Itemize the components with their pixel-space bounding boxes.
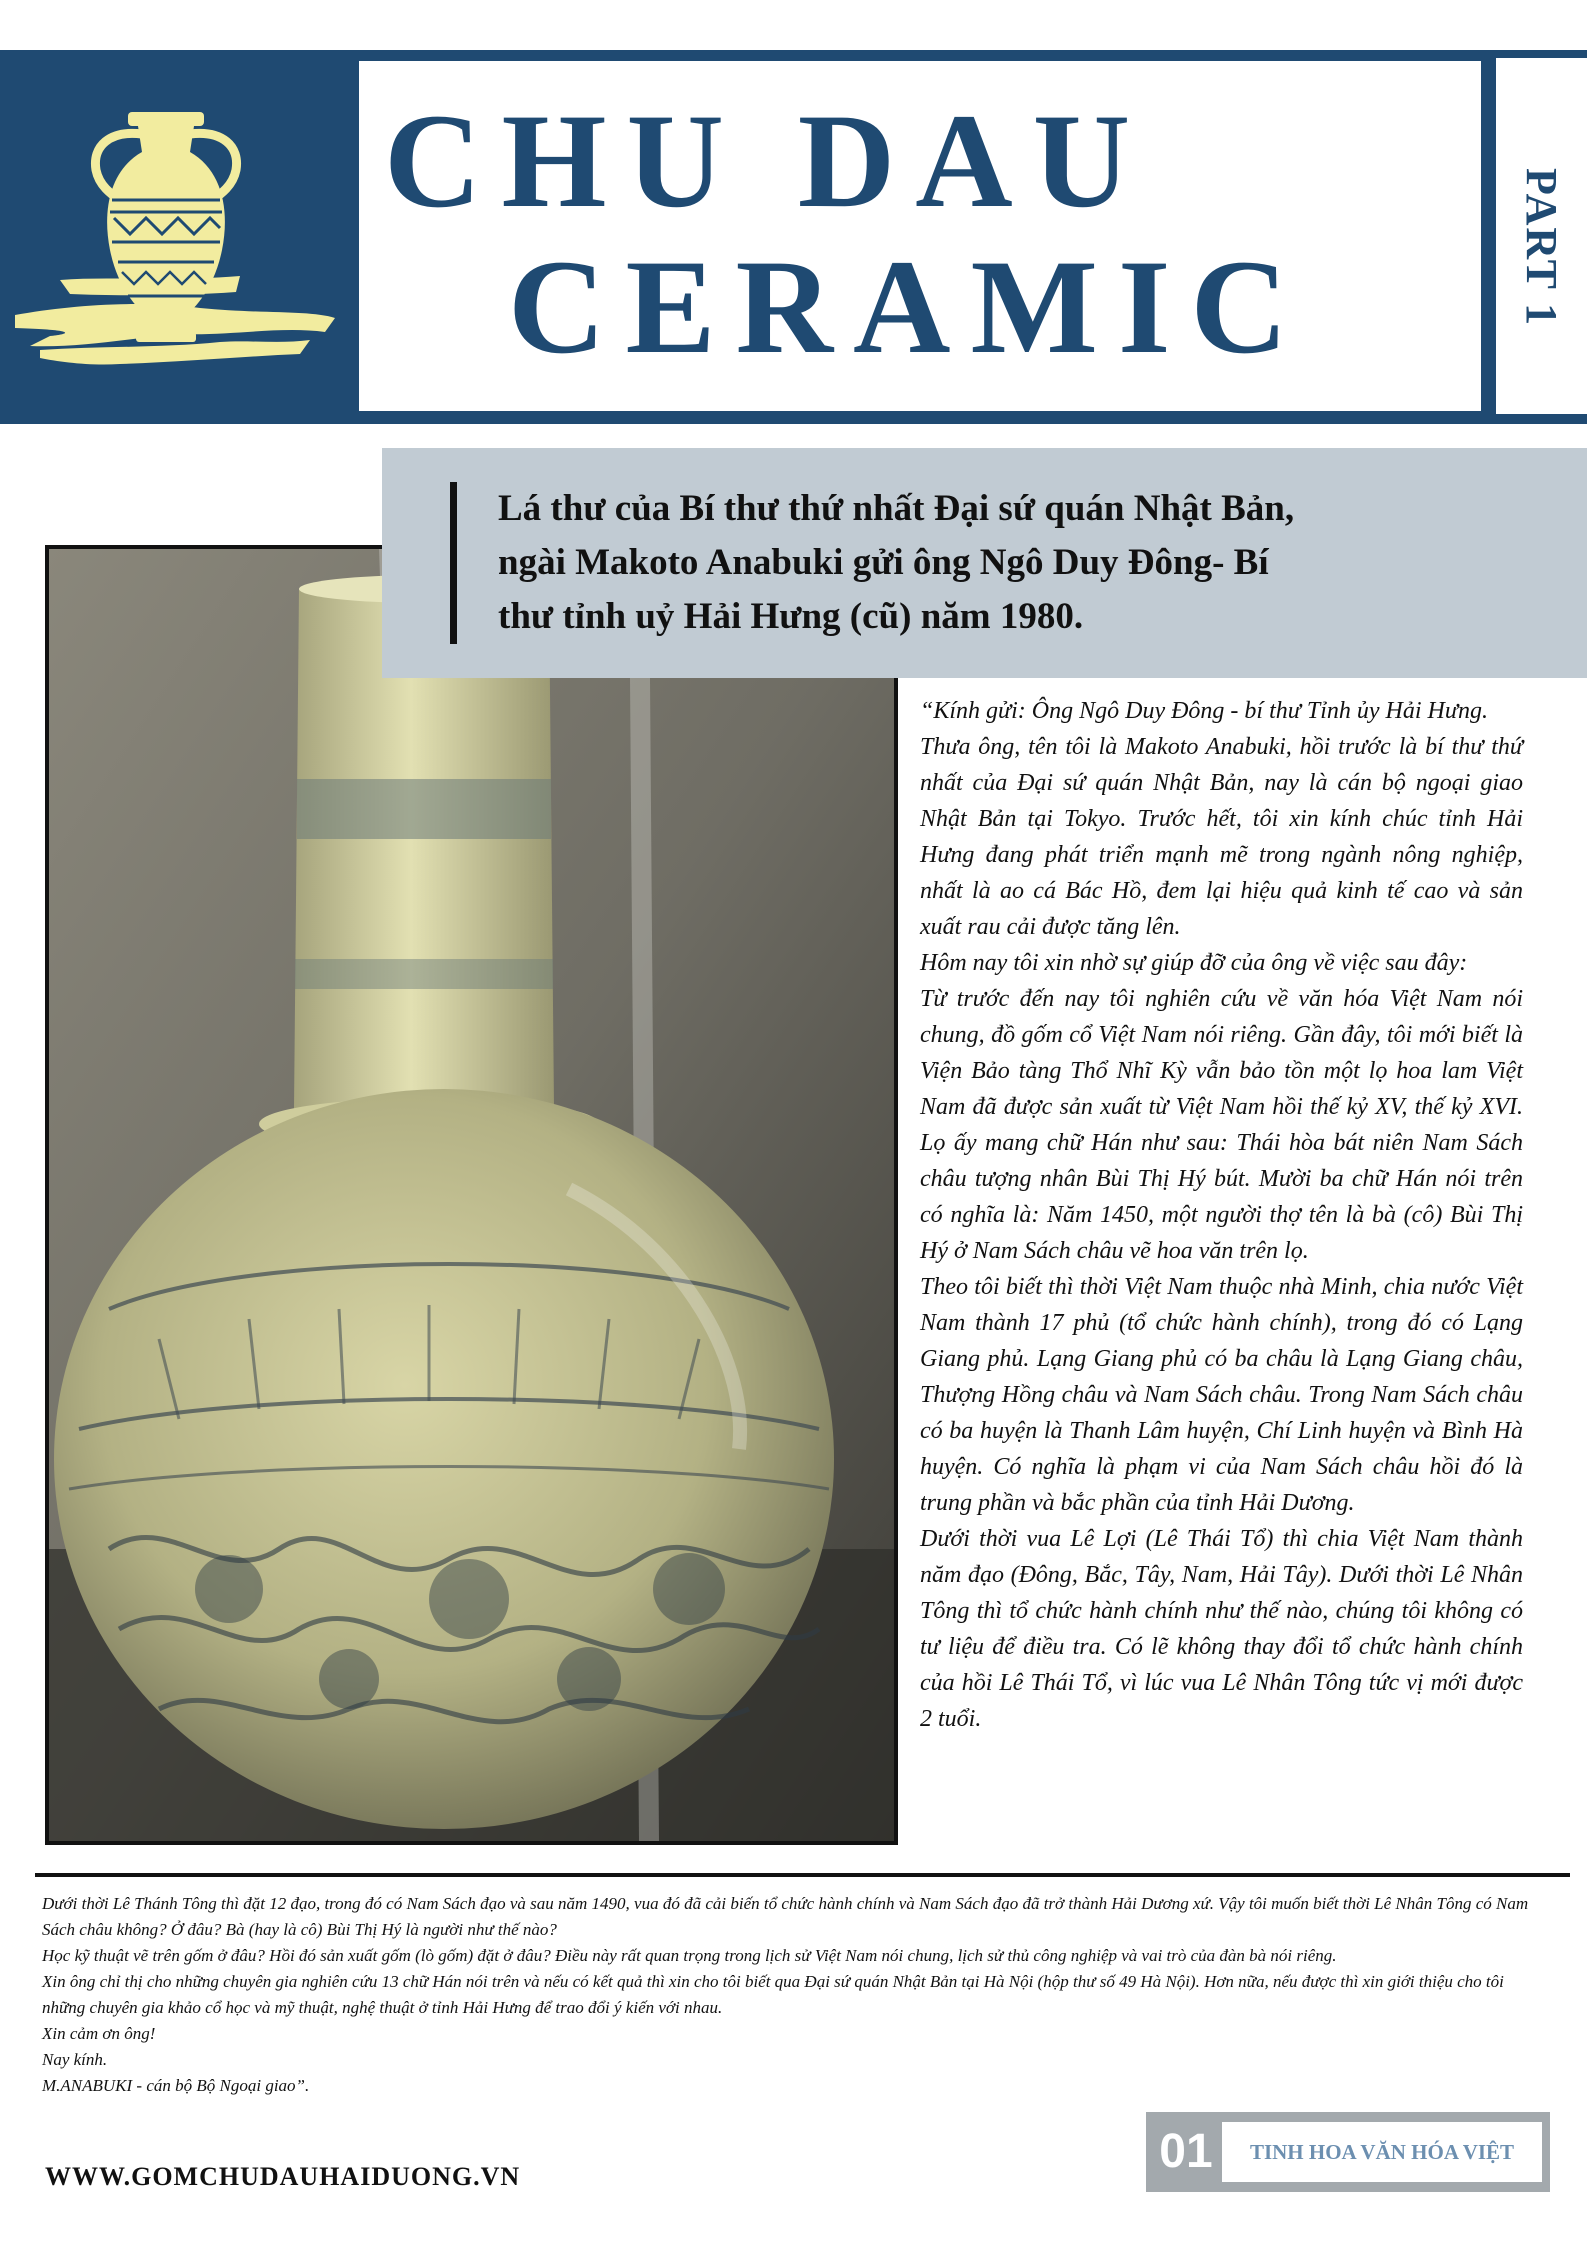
letter-signature: M.ANABUKI - cán bộ Bộ Ngoại giao”. bbox=[42, 2076, 310, 2095]
page-number: 01 bbox=[1159, 2125, 1213, 2178]
subtitle-line-2: ngài Makoto Anabuki gửi ông Ngô Duy Đông- Bí bbox=[498, 542, 1269, 583]
letter-foot-paragraph: Học kỹ thuật vẽ trên gốm ở đâu? Hồi đó sản xuất gốm (lò gốm) đặt ở đâu? Điều này rất quan trọng trong lịch sử Việt Nam nói chung, lịch sử thủ công nghiệp và vai trò của đàn bà nói riêng. bbox=[42, 1946, 1337, 1965]
letter-paragraph: Thưa ông, tên tôi là Makoto Anabuki, hồi trước là bí thư thứ nhất của Đại sứ quán Nhật Bản, nay là cán bộ ngoại giao Nhật Bản tại Tokyo. Trước hết, tôi xin kính chúc tỉnh Hải Hưng đang phát triển mạnh mẽ trong ngành nông nghiệp, nhất là ao cá Bác Hồ, đem lại hiệu quả kinh tế cao và sản xuất rau cải được tăng lên. bbox=[920, 734, 1523, 940]
title-line-1: CHU DAU bbox=[384, 87, 1151, 236]
letter-foot-paragraph: Nay kính. bbox=[42, 2050, 108, 2069]
letter-foot-paragraph: Xin ông chỉ thị cho những chuyên gia nghiên cứu 13 chữ Hán nói trên và nếu có kết quả thì xin cho tôi biết qua Đại sứ quán Nhật Bản tại Hà Nội (hộp thư số 49 Hà Nội). Hơn nữa, nếu được thì xin giới thiệu cho tôi những chuyên gia khảo cổ học và mỹ thuật, nghệ thuật ở tỉnh Hải Hưng để trao đổi ý kiến với nhau. bbox=[42, 1972, 1504, 2017]
vase-photo bbox=[45, 545, 898, 1845]
subtitle-accent-bar bbox=[450, 482, 457, 644]
website-link[interactable]: WWW.GOMCHUDAUHAIDUONG.VN bbox=[45, 2162, 521, 2191]
letter-foot-paragraph: Xin cảm ơn ông! bbox=[42, 2024, 156, 2043]
letter-body bbox=[920, 693, 1523, 1737]
letter-paragraph: Dưới thời vua Lê Lợi (Lê Thái Tổ) thì chia Việt Nam thành năm đạo (Đông, Bắc, Tây, Nam, Hải Tây). Dưới thời Lê Nhân Tông thì tổ chức hành chính như thế nào, chúng tôi không có tư liệu để điều tra. Có lẽ không thay đổi tổ chức hành chính của hồi Lê Thái Tổ, vì lúc vua Lê Nhân Tông tức vị mới được 2 tuổi. bbox=[920, 1526, 1523, 1732]
page-label: TINH HOA VĂN HÓA VIỆT bbox=[1249, 2140, 1515, 2164]
subtitle-line-1: Lá thư của Bí thư thứ nhất Đại sứ quán Nhật Bản, bbox=[498, 488, 1295, 529]
subtitle-heading bbox=[498, 482, 1498, 644]
letter-paragraph: “Kính gửi: Ông Ngô Duy Đông - bí thư Tỉnh ủy Hải Hưng. bbox=[920, 698, 1488, 724]
letter-paragraph: Từ trước đến nay tôi nghiên cứu về văn hóa Việt Nam nói chung, đồ gốm cổ Việt Nam nói riêng. Gần đây, tôi mới biết là Viện Bảo tàng Thổ Nhĩ Kỳ vẫn bảo tồn một lọ hoa lam Việt Nam đã được sản xuất từ Việt Nam hồi thế kỷ XV, thế kỷ XVI. Lọ ấy mang chữ Hán như sau: Thái hòa bát niên Nam Sách châu tượng nhân Bùi Thị Hý bút. Mười ba chữ Hán nói trên có nghĩa là: Năm 1450, một người thợ tên là bà (cô) Bùi Thị Hý ở Nam Sách châu vẽ hoa văn trên lọ. bbox=[920, 986, 1523, 1264]
part-label: PART 1 bbox=[1517, 168, 1566, 328]
amphora-vase-icon bbox=[10, 100, 340, 390]
letter-continuation bbox=[42, 1891, 1532, 2099]
letter-paragraph: Hôm nay tôi xin nhờ sự giúp đỡ của ông về việc sau đây: bbox=[920, 950, 1468, 976]
title-line-2: CERAMIC bbox=[508, 233, 1308, 382]
letter-foot-paragraph: Dưới thời Lê Thánh Tông thì đặt 12 đạo, trong đó có Nam Sách đạo và sau năm 1490, vua đó đã cải biến tổ chức hành chính và Nam Sách đạo đã trở thành Hải Dương xứ. Vậy tôi muốn biết thời Lê Nhân Tông có Nam Sách châu không? Ở đâu? Bà (hay là cô) Bùi Thị Hý là người như thế nào? bbox=[42, 1894, 1529, 1939]
section-divider bbox=[35, 1873, 1570, 1877]
letter-paragraph: Theo tôi biết thì thời Việt Nam thuộc nhà Minh, chia nước Việt Nam thành 17 phủ (tổ chức hành chính), trong đó có Lạng Giang phủ. Lạng Giang phủ có ba châu là Lạng Giang châu, Thượng Hồng châu và Nam Sách châu. Trong Nam Sách châu có ba huyện là Thanh Lâm huyện, Chí Linh huyện và Bình Hà huyện. Có nghĩa là phạm vi của Nam Sách châu hồi đó là trung phần và bắc phần của tỉnh Hải Dương. bbox=[920, 1274, 1523, 1516]
header-divider bbox=[1484, 58, 1496, 414]
subtitle-line-3: thư tỉnh uỷ Hải Hưng (cũ) năm 1980. bbox=[498, 596, 1084, 637]
